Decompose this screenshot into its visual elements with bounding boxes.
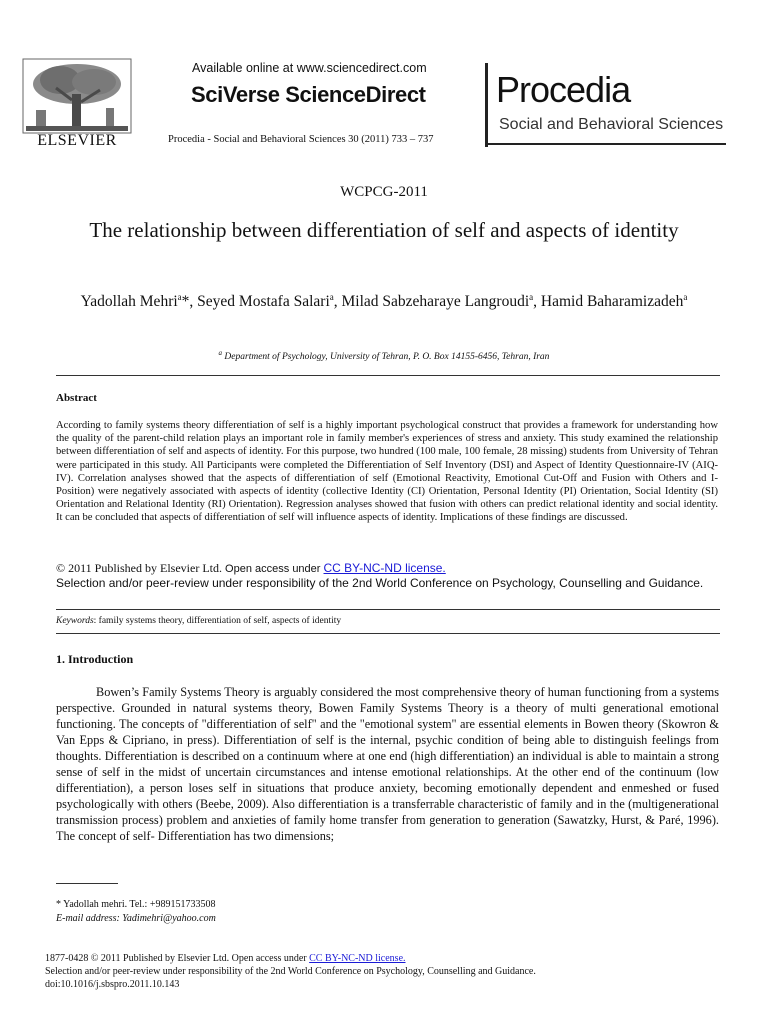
author-sep: ,	[333, 293, 342, 311]
author-affil-sup: a	[683, 292, 688, 302]
author-name: Yadollah Mehri	[80, 293, 178, 311]
publisher-name: ELSEVIER	[37, 132, 117, 149]
author-list	[70, 287, 698, 312]
author-name: Hamid Baharamizadeh	[540, 293, 684, 311]
author-name: Seyed Mostafa Salari	[197, 293, 330, 311]
keywords-line	[56, 616, 341, 626]
issn-line	[45, 952, 745, 965]
author-affil-sup: a	[177, 292, 182, 302]
tree-icon	[22, 58, 132, 134]
abstract-heading: Abstract	[56, 392, 97, 404]
copyright-line	[56, 561, 446, 576]
issn-text: 1877-0428 © 2011 Published by Elsevier Ltd. Open access under	[45, 953, 310, 964]
keywords-label: Keywords	[56, 616, 94, 626]
procedia-logo-text: Procedia	[496, 69, 631, 110]
divider-top	[56, 375, 720, 376]
keywords-text: : family systems theory, differentiation of self, aspects of identity	[93, 616, 342, 626]
affiliation	[0, 349, 768, 362]
paper-title: The relationship between differentiation of self and aspects of identity	[89, 218, 679, 242]
intro-heading: 1. Introduction	[56, 652, 134, 666]
author-name: Milad Sabzeharaye Langroudi	[341, 293, 530, 311]
author-sep: *,	[181, 293, 198, 311]
doi: doi:10.1016/j.sbspro.2011.10.143	[45, 979, 180, 990]
author-sep: ,	[533, 293, 541, 311]
author-affil-sup: a	[529, 292, 534, 302]
footer-license-link[interactable]: CC BY-NC-ND license.	[309, 953, 406, 964]
corresponding-author: * Yadollah mehri. Tel.: +989151733508	[56, 899, 216, 910]
license-link[interactable]: CC BY-NC-ND license.	[323, 561, 446, 575]
open-access-text: Open access under	[222, 563, 324, 575]
abstract-text: According to family systems theory differentiation of self is a highly important psychological construct that provides a framework for understanding how the quality of the parent-child relation plays an important role in family member's experiences of stress and anxiety. This study examined the relationship between differentiation of self and aspects of identity. For this purpose, two hundred (100 male, 100 female, 28 missing) students from University of Tehran were participated in this study. All Participants were completed the Differentiation of Self Inventory (DSI) and Aspect of Identity Questionnaire-IV (AIQ-IV). Correlation analyses showed that the aspects of differentiation of self (Emotional Reactivity, Emotional Cut-Off and Fusion with Others and I-Position) were negatively associated with aspects of identity (collective Identity (CI) Orientation, Personal Identity (PI) Orientation, Social Identity (SI) Orientation and Relational Identity (RI) Orientation). Regression analyses showed that fusion with others can predict relational identity and social identity. It can be concluded that aspects of differentiation of self will influence aspects of identity. Implications of these findings are discussed.	[56, 420, 718, 524]
journal-citation: Procedia - Social and Behavioral Sciences 30 (2011) 733 – 737	[168, 134, 434, 145]
author-email: E-mail address: Yadimehri@yahoo.com	[56, 913, 216, 924]
procedia-subtitle: Social and Behavioral Sciences	[499, 116, 724, 133]
conference-name: WCPCG-2011	[340, 184, 428, 200]
procedia-horizontal-rule	[488, 143, 726, 145]
available-online-text: Available online at www.sciencedirect.com	[192, 61, 427, 75]
author-affil-sup: a	[329, 292, 334, 302]
copyright-text: © 2011 Published by Elsevier Ltd.	[56, 561, 222, 575]
affiliation-sup: a	[218, 349, 223, 357]
footnote-rule	[56, 883, 118, 884]
procedia-vertical-rule	[485, 63, 488, 147]
page-footer	[45, 952, 745, 991]
divider-keywords-top	[56, 609, 720, 610]
footer-peer-review: Selection and/or peer-review under responsibility of the 2nd World Conference on Psychology, Counselling and Guidance.	[45, 966, 536, 977]
sciencedirect-brand: SciVerse ScienceDirect	[191, 82, 426, 107]
intro-paragraph: Bowen’s Family Systems Theory is arguably considered the most comprehensive theory of human functioning from a systems perspective. Grounded in natural systems theory, Bowen Family Systems Theory is a theory of multi generational emotional functioning. The concepts of "differentiation of self" and the "emotional system" are essential elements in Bowen theory (Skowron & Van Epps & Cipriano, in press). Differentiation of self is the internal, psychic condition of being able to distinguish feelings from thoughts. Differentiation is described on a continuum where at one end (high differentiation) an individual is able to maintain a strong sense of self in the midst of uncertain circumstances and intense emotional relationships. At the other end of the continuum (low differentiation), a person loses self in situations that produce anxiety, becoming emotionally dependent and enmeshed or fused psychologically with others (Beebe, 2009). Also differentiation is a transferrable characteristic of family and in the (multigenerational transmission process) problem and anxieties of family home transfer from generation to generation (Sawatzky, Hurst, & Paré, 1996). The concept of self- Differentiation has two dimensions;	[56, 685, 719, 843]
divider-keywords-bottom	[56, 633, 720, 634]
peer-review-statement: Selection and/or peer-review under responsibility of the 2nd World Conference on Psychology, Counselling and Guidance.	[56, 576, 704, 590]
affiliation-text: Department of Psychology, University of Tehran, P. O. Box 14155-6456, Tehran, Iran	[222, 352, 550, 363]
